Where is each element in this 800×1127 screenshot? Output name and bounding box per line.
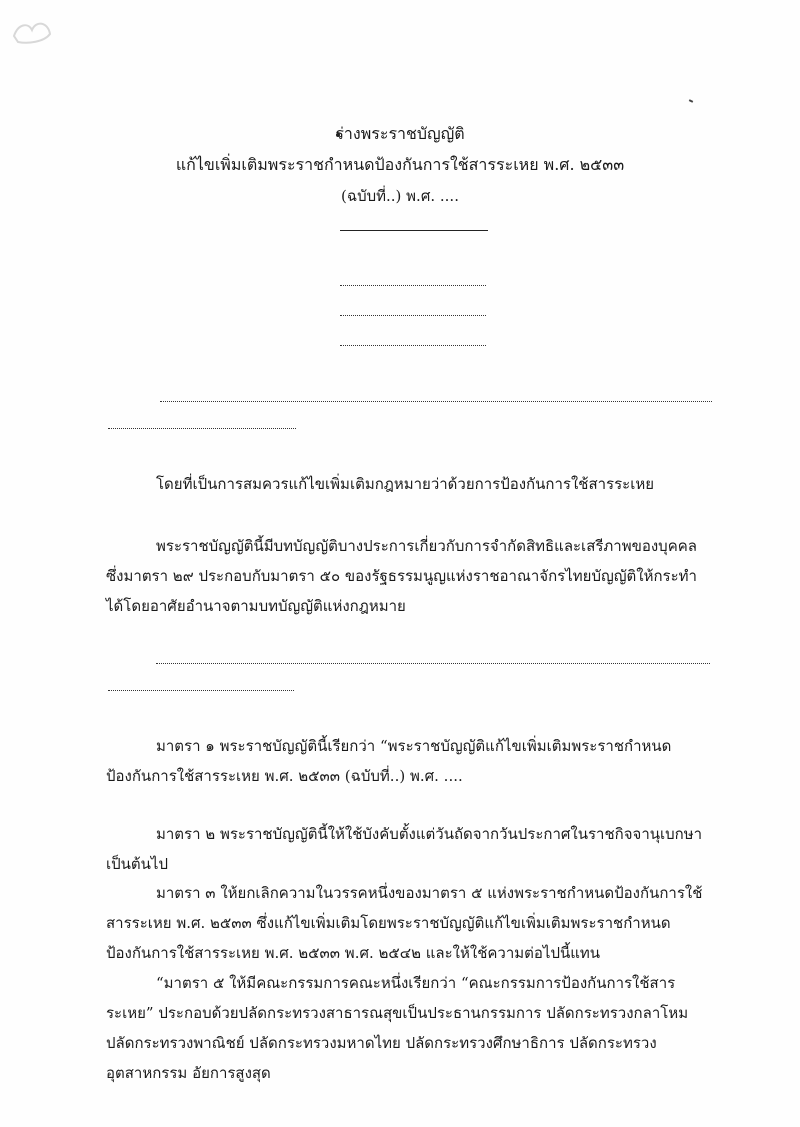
preamble-dotted-line-1 bbox=[160, 401, 712, 402]
signature-dotted-line-1 bbox=[340, 285, 486, 286]
preamble-paragraph: โดยที่เป็นการสมควรแก้ไขเพิ่มเติมกฎหมายว่าด้วยการป้องกันการใช้สารระเหย bbox=[156, 475, 655, 493]
section-2-paragraph: มาตรา ๒ พระราชบัญญัตินี้ให้ใช้บังคับตั้งแต่วันถัดจากวันประกาศในราชกิจจานุเบกษาเป็นต้นไป bbox=[106, 825, 703, 873]
signature-dotted-line-2 bbox=[340, 315, 486, 316]
scan-tick-mark bbox=[689, 99, 693, 103]
title-divider bbox=[340, 230, 488, 231]
section-5-quote-paragraph: “มาตรา ๕ ให้มีคณะกรรมการคณะหนึ่งเรียกว่า “คณะกรรมการป้องกันการใช้สารระเหย” ประกอบด้วยปลัดกระทรวงสาธารณสุขเป็นประธานกรรมการ ปลัดกระทรวงกลาโหม ปลัดกระทรวงพาณิชย์ ปลัดกระทรวงมหาดไทย ปลัดกระทรวงศึกษาธิการ ปลัดกระทรวงอุตสาหกรรม อัยการสูงสุด bbox=[106, 974, 689, 1082]
document-title: ร่างพระราชบัญญัติ bbox=[335, 124, 465, 143]
enactment-dotted-line-1 bbox=[156, 663, 710, 664]
document-subtitle: แก้ไขเพิ่มเติมพระราชกำหนดป้องกันการใช้สารระเหย พ.ศ. ๒๕๓๓ bbox=[175, 155, 625, 174]
signature-dotted-line-3 bbox=[340, 345, 486, 346]
enactment-dotted-line-2 bbox=[108, 690, 294, 691]
preamble-dotted-line-2 bbox=[108, 428, 296, 429]
section-3-paragraph: มาตรา ๓ ให้ยกเลิกความในวรรคหนึ่งของมาตรา ๕ แห่งพระราชกำหนดป้องกันการใช้สารระเหย พ.ศ. ๒๕๓๓ ซึ่งแก้ไขเพิ่มเติมโดยพระราชบัญญัติแก้ไขเพิ่มเติมพระราชกำหนดป้องกันการใช้สารระเหย พ.ศ. ๒๕๓๓ พ.ศ. ๒๕๔๒ และให้ใช้ความต่อไปนี้แทน bbox=[106, 884, 703, 962]
document-version: (ฉบับที่..) พ.ศ. .... bbox=[341, 187, 459, 205]
section-1-paragraph: มาตรา ๑ พระราชบัญญัตินี้เรียกว่า “พระราชบัญญัติแก้ไขเพิ่มเติมพระราชกำหนดป้องกันการใช้สารระเหย พ.ศ. ๒๕๓๓ (ฉบับที่..) พ.ศ. .... bbox=[106, 737, 672, 785]
scan-mark-icon bbox=[8, 14, 56, 50]
constitution-clause-paragraph: พระราชบัญญัตินี้มีบทบัญญัติบางประการเกี่ยวกับการจำกัดสิทธิและเสรีภาพของบุคคล ซึ่งมาตรา ๒๙ ประกอบกับมาตรา ๕๐ ของรัฐธรรมนูญแห่งราชอาณาจักรไทยบัญญัติให้กระทำได้โดยอาศัยอำนาจตามบทบัญญัติแห่งกฎหมาย bbox=[106, 537, 697, 615]
